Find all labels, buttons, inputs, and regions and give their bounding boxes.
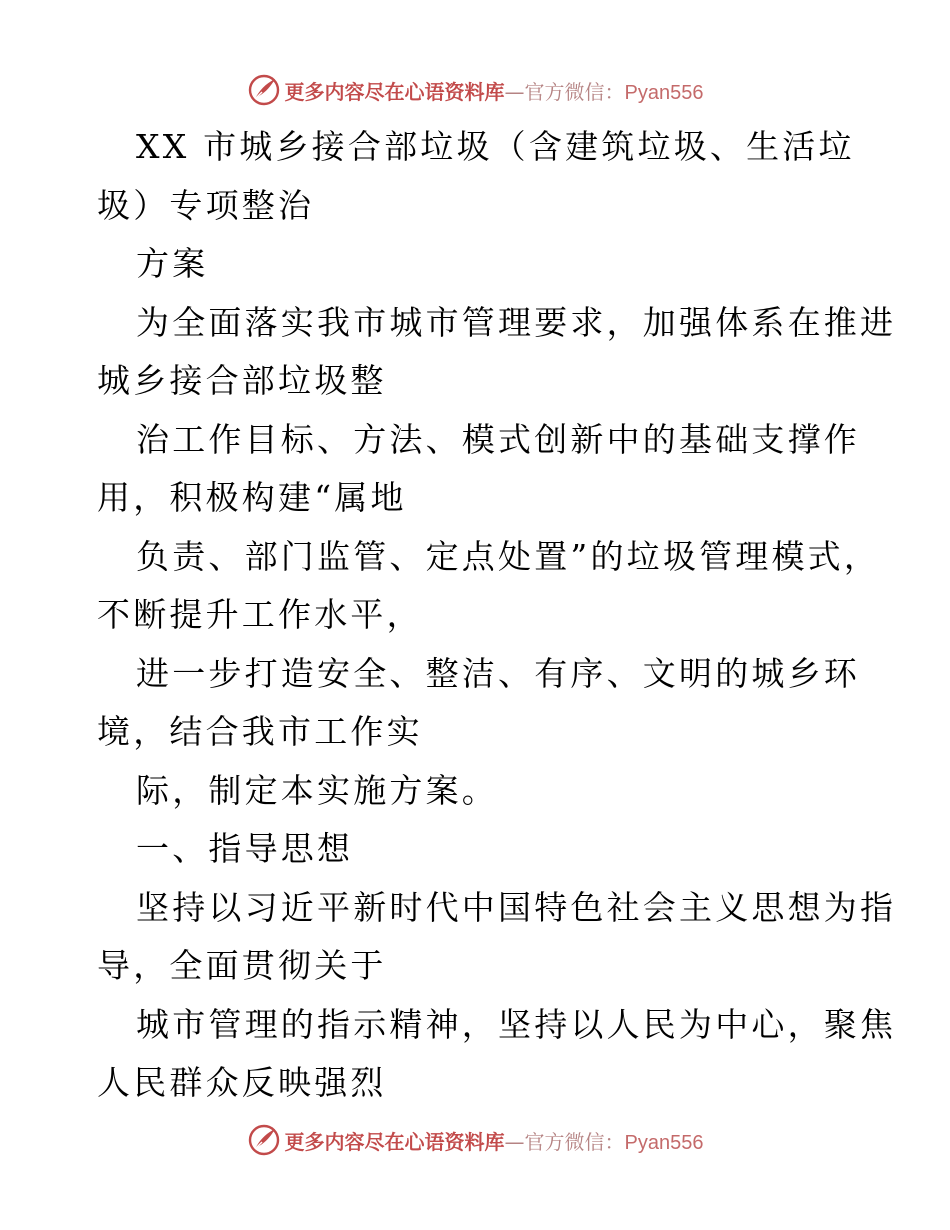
banner-text xyxy=(285,76,704,105)
wechat-label: 官方微信： xyxy=(524,1129,625,1154)
paragraph-line: 际，制定本实施方案。 xyxy=(136,770,498,810)
paragraph-line: 用，积极构建“属地 xyxy=(97,478,407,517)
title-line: XX 市城乡接合部垃圾（含建筑垃圾、生活垃 xyxy=(136,127,855,166)
banner-text xyxy=(285,1126,704,1155)
paragraph-line: 治工作目标、方法、模式创新中的基础支撑作 xyxy=(136,419,860,459)
paragraph-line: 负责、部门监管、定点处置”的垃圾管理模式， xyxy=(136,536,881,576)
paragraph-line: 不断提升工作水平， xyxy=(97,595,423,634)
paragraph-line: 人民群众反映强烈 xyxy=(97,1063,387,1102)
title-line: 圾）专项整治 xyxy=(97,185,315,225)
wechat-id: Pyan556 xyxy=(624,1131,704,1154)
paragraph-line: 境，结合我市工作实 xyxy=(97,712,423,751)
banner-dash: — xyxy=(504,1129,525,1154)
wechat-id: Pyan556 xyxy=(624,81,704,104)
footer-banner xyxy=(0,1120,950,1160)
title-line: 方案 xyxy=(136,244,209,283)
brand-text: 更多内容尽在心语资料库 xyxy=(284,1129,505,1154)
banner-dash: — xyxy=(504,79,525,104)
paragraph-line: 城乡接合部垃圾整 xyxy=(97,361,387,400)
paragraph-line: 为全面落实我市城市管理要求，加强体系在推进 xyxy=(136,302,897,342)
document-body xyxy=(97,118,897,1113)
paragraph-line: 坚持以习近平新时代中国特色社会主义思想为指 xyxy=(136,887,897,927)
wechat-label: 官方微信： xyxy=(524,79,625,104)
brand-text: 更多内容尽在心语资料库 xyxy=(284,79,505,104)
section-heading: 一、指导思想 xyxy=(136,829,354,868)
paragraph-line: 导，全面贯彻关于 xyxy=(97,946,387,985)
header-banner xyxy=(0,70,950,110)
quill-logo-icon xyxy=(247,73,281,107)
quill-logo-icon xyxy=(247,1123,281,1157)
paragraph-line: 城市管理的指示精神，坚持以人民为中心，聚焦 xyxy=(136,1004,897,1044)
paragraph-line: 进一步打造安全、整洁、有序、文明的城乡环 xyxy=(136,653,860,693)
